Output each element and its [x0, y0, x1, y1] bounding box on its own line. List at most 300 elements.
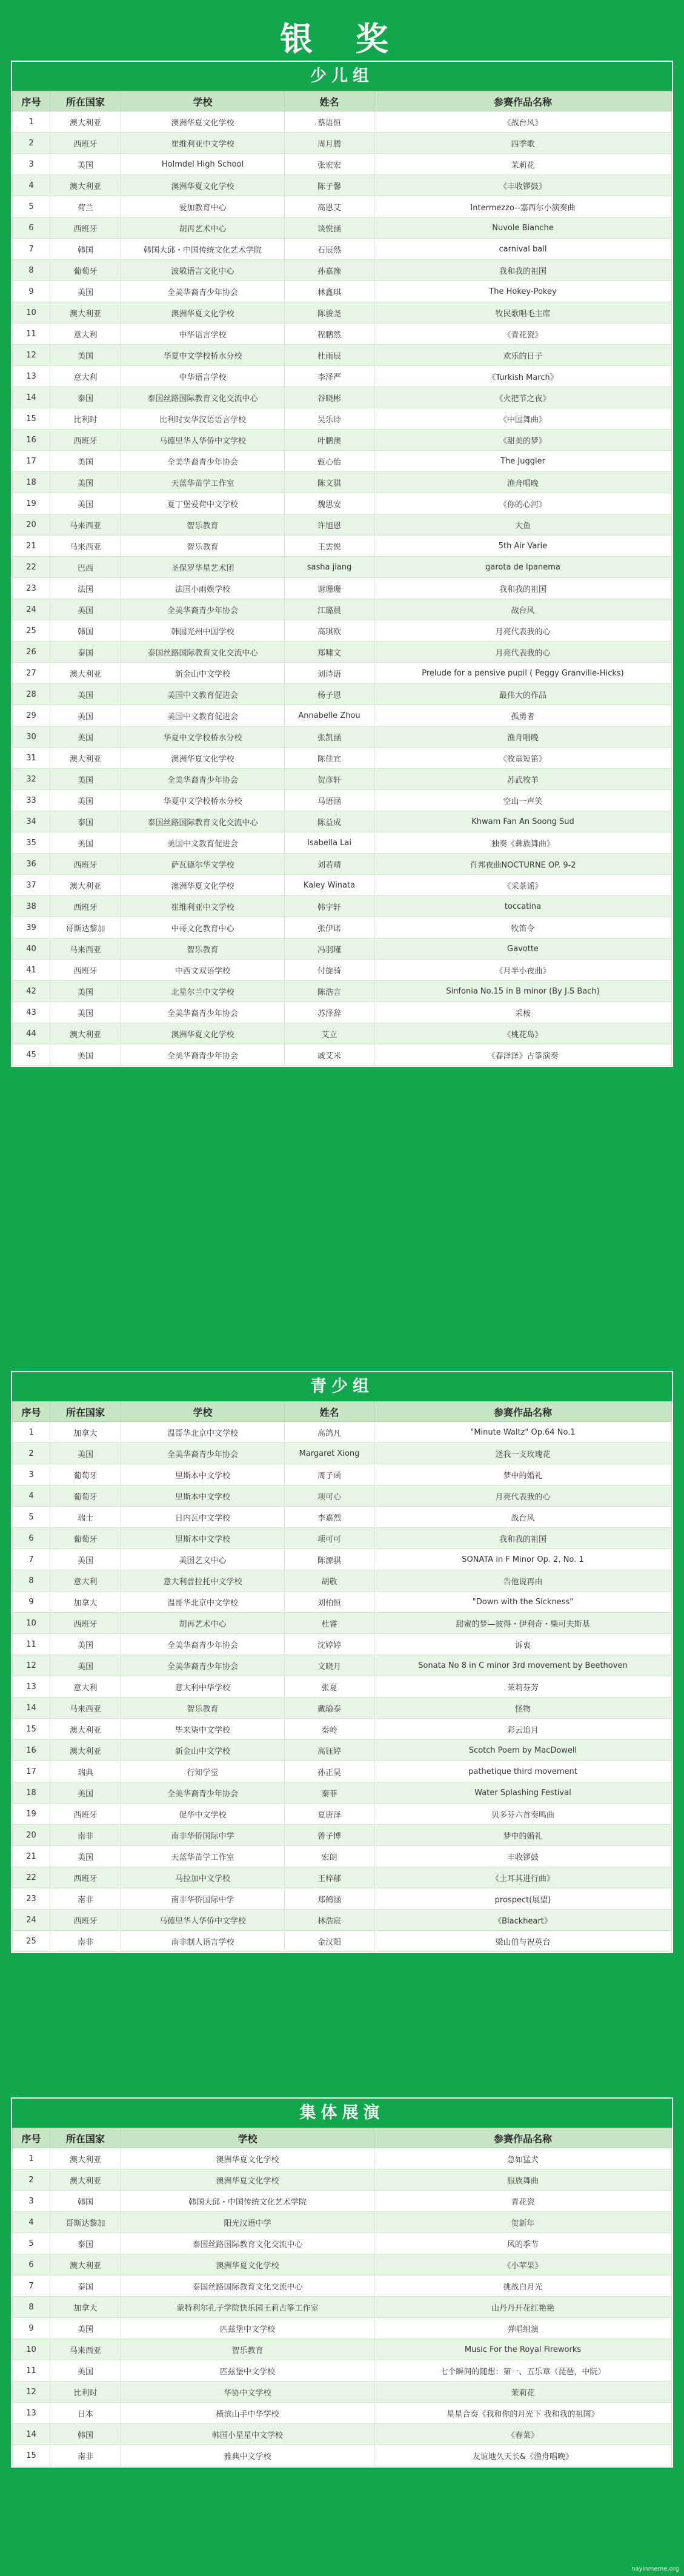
table-row: [13, 748, 672, 769]
table-row: [13, 1846, 672, 1867]
cell-country: 葡萄牙: [50, 260, 121, 281]
cell-index: 17: [13, 1761, 50, 1782]
cell-name: 秦菲: [285, 1782, 374, 1804]
cell-name: 冯羽瑾: [285, 938, 374, 960]
cell-country: 日本: [50, 2403, 121, 2424]
section-youth: [11, 1371, 673, 1953]
cell-index: 4: [13, 175, 50, 196]
table-row: [13, 684, 672, 705]
cell-work: 友谊地久天长&《渔舟唱晚》: [374, 2445, 672, 2466]
table-row: [13, 1549, 672, 1570]
cell-index: 24: [13, 1910, 50, 1931]
cell-school: 法国小雨娱学校: [121, 578, 285, 599]
table-row: [13, 960, 672, 981]
cell-work: 弹唱组演: [374, 2318, 672, 2339]
cell-country: 韩国: [50, 239, 121, 260]
cell-name: 沈婷婷: [285, 1634, 374, 1655]
cell-name: 谢珊珊: [285, 578, 374, 599]
cell-work: 《春菜》: [374, 2424, 672, 2445]
table-row: [13, 196, 672, 217]
cell-country: 意大利: [50, 1570, 121, 1592]
cell-work: 《牧童短笛》: [374, 748, 672, 769]
cell-index: 34: [13, 811, 50, 832]
cell-index: 12: [13, 345, 50, 366]
cell-index: 1: [13, 2148, 50, 2169]
cell-country: 澳大利亚: [50, 663, 121, 684]
table-body: [13, 2148, 672, 2466]
cell-work: 彩云追月: [374, 1719, 672, 1740]
cell-index: 32: [13, 769, 50, 790]
table-row: [13, 769, 672, 790]
cell-country: 韩国: [50, 2191, 121, 2212]
cell-work: 我和我的祖国: [374, 578, 672, 599]
cell-name: 林浩宸: [285, 1910, 374, 1931]
cell-name: 魏思安: [285, 493, 374, 514]
table-row: [13, 2445, 672, 2466]
cell-country: 泰国: [50, 811, 121, 832]
table-row: [13, 111, 672, 133]
cell-name: 陈源骐: [285, 1549, 374, 1570]
cell-school: 全美华裔青少年协会: [121, 451, 285, 472]
cell-school: 蒙特利尔孔子学院快乐园王莉古筝工作室: [121, 2297, 374, 2318]
table-row: [13, 599, 672, 620]
cell-work: Sonata No 8 in C minor 3rd movement by Beethoven: [374, 1655, 672, 1676]
cell-country: 意大利: [50, 366, 121, 387]
cell-work: 牧民歌唱毛主席: [374, 302, 672, 324]
cell-index: 19: [13, 1804, 50, 1825]
cell-name: 郑鹤涵: [285, 1888, 374, 1910]
cell-work: 七个瞬间的随想：第一、五乐章（琵琶，中阮）: [374, 2360, 672, 2382]
cell-work: 5th Air Varie: [374, 536, 672, 557]
cell-name: 张凯涵: [285, 726, 374, 748]
cell-school: 崔维利亚中文学校: [121, 133, 285, 154]
cell-work: "Minute Waltz" Op.64 No.1: [374, 1422, 672, 1443]
cell-index: 2: [13, 1443, 50, 1464]
table-row: [13, 1528, 672, 1549]
cell-index: 4: [13, 2212, 50, 2233]
cell-name: 刘柏恒: [285, 1592, 374, 1613]
cell-name: 周月腾: [285, 133, 374, 154]
cell-work: 战台风: [374, 599, 672, 620]
table-row: [13, 1422, 672, 1443]
cell-index: 36: [13, 854, 50, 875]
table-row: [13, 2148, 672, 2169]
cell-index: 6: [13, 1528, 50, 1549]
cell-school: 韩国大邱・中国传统文化艺术学院: [121, 239, 285, 260]
table-row: [13, 536, 672, 557]
cell-school: 韩国小星星中文学校: [121, 2424, 374, 2445]
cell-name: 吴乐诗: [285, 408, 374, 430]
cell-country: 葡萄牙: [50, 1464, 121, 1486]
cell-school: 澳洲华夏文化学校: [121, 2169, 374, 2191]
cell-school: 全美华裔青少年协会: [121, 599, 285, 620]
table-row: [13, 324, 672, 345]
col-header-country: 所在国家: [50, 1402, 121, 1422]
cell-index: 14: [13, 2424, 50, 2445]
cell-name: Margaret Xiong: [285, 1443, 374, 1464]
table-row: [13, 1592, 672, 1613]
table-row: [13, 493, 672, 514]
cell-country: 西班牙: [50, 217, 121, 239]
cell-school: 马德里华人华侨中文学校: [121, 430, 285, 451]
cell-school: 比利时安华汉语语言学校: [121, 408, 285, 430]
cell-work: carnival ball: [374, 239, 672, 260]
cell-name: 秦岭: [285, 1719, 374, 1740]
cell-index: 6: [13, 217, 50, 239]
awards-table: [12, 91, 672, 1066]
cell-country: 西班牙: [50, 430, 121, 451]
cell-index: 15: [13, 2445, 50, 2466]
cell-index: 7: [13, 239, 50, 260]
table-row: [13, 557, 672, 578]
table-row: [13, 2339, 672, 2360]
cell-work: Intermezzo--塞西尔小演奏曲: [374, 196, 672, 217]
cell-country: 南非: [50, 1888, 121, 1910]
cell-school: 全美华裔青少年协会: [121, 281, 285, 302]
cell-index: 14: [13, 387, 50, 408]
cell-country: 比利时: [50, 408, 121, 430]
cell-index: 44: [13, 1023, 50, 1044]
cell-index: 26: [13, 642, 50, 663]
cell-name: 孙正昊: [285, 1761, 374, 1782]
cell-country: 泰国: [50, 2233, 121, 2254]
cell-work: 肖邦夜曲NOCTURNE OP. 9-2: [374, 854, 672, 875]
cell-work: 茉莉花: [374, 2382, 672, 2403]
cell-school: Holmdel High School: [121, 154, 285, 175]
cell-work: 《中国舞曲》: [374, 408, 672, 430]
cell-work: 怪物: [374, 1698, 672, 1719]
cell-index: 16: [13, 430, 50, 451]
cell-country: 泰国: [50, 387, 121, 408]
cell-index: 35: [13, 832, 50, 854]
cell-school: 南非华侨国际中学: [121, 1825, 285, 1846]
table-row: [13, 1634, 672, 1655]
cell-school: 温哥华北京中文学校: [121, 1422, 285, 1443]
cell-school: 泰国丝路国际教育文化交流中心: [121, 2276, 374, 2297]
cell-school: 爱加教育中心: [121, 196, 285, 217]
cell-name: 宏朗: [285, 1846, 374, 1867]
table-row: [13, 430, 672, 451]
col-header-work: 参赛作品名称: [374, 2128, 672, 2148]
cell-school: 天蓝华苗学工作室: [121, 1846, 285, 1867]
cell-work: 月亮代表我的心: [374, 1486, 672, 1507]
cell-country: 美国: [50, 1846, 121, 1867]
cell-work: Khwam Fan An Soong Sud: [374, 811, 672, 832]
cell-country: 美国: [50, 832, 121, 854]
cell-index: 6: [13, 2254, 50, 2276]
cell-index: 5: [13, 1507, 50, 1528]
cell-name: 李泽严: [285, 366, 374, 387]
cell-country: 葡萄牙: [50, 1528, 121, 1549]
cell-country: 巴西: [50, 557, 121, 578]
cell-work: 《桃花岛》: [374, 1023, 672, 1044]
cell-name: 江璐晨: [285, 599, 374, 620]
cell-school: 萨瓦德尔华文学校: [121, 854, 285, 875]
cell-school: 智乐教育: [121, 2339, 374, 2360]
cell-country: 西班牙: [50, 896, 121, 917]
cell-index: 18: [13, 1782, 50, 1804]
cell-work: 告他说再由: [374, 1570, 672, 1592]
cell-country: 法国: [50, 578, 121, 599]
cell-work: The Hokey-Pokey: [374, 281, 672, 302]
cell-country: 美国: [50, 1655, 121, 1676]
cell-index: 30: [13, 726, 50, 748]
cell-index: 4: [13, 1486, 50, 1507]
cell-school: 马拉加中文学校: [121, 1867, 285, 1888]
cell-work: 采桉: [374, 1002, 672, 1023]
cell-country: 美国: [50, 1044, 121, 1066]
cell-work: pathetique third movement: [374, 1761, 672, 1782]
cell-index: 7: [13, 1549, 50, 1570]
table-row: [13, 133, 672, 154]
cell-school: 智乐教育: [121, 536, 285, 557]
cell-work: 急如猛犬: [374, 2148, 672, 2169]
table-row: [13, 642, 672, 663]
cell-index: 39: [13, 917, 50, 938]
cell-work: 战台风: [374, 1507, 672, 1528]
cell-index: 2: [13, 2169, 50, 2191]
table-row: [13, 154, 672, 175]
cell-country: 美国: [50, 1549, 121, 1570]
cell-country: 加拿大: [50, 2297, 121, 2318]
table-row: [13, 2276, 672, 2297]
cell-work: garota de Ipanema: [374, 557, 672, 578]
cell-work: 星星合奏《我和你的月光下 我和我的祖国》: [374, 2403, 672, 2424]
cell-work: 我和我的祖国: [374, 260, 672, 281]
col-header-country: 所在国家: [50, 2128, 121, 2148]
cell-name: 许旭恩: [285, 514, 374, 536]
cell-name: 杨子恩: [285, 684, 374, 705]
cell-name: 金汉阳: [285, 1931, 374, 1952]
cell-country: 澳大利亚: [50, 1740, 121, 1761]
cell-index: 24: [13, 599, 50, 620]
table-row: [13, 2254, 672, 2276]
cell-school: 南非制人语言学校: [121, 1931, 285, 1952]
cell-work: 月亮代表我的心: [374, 620, 672, 642]
cell-country: 美国: [50, 981, 121, 1002]
table-row: [13, 387, 672, 408]
cell-name: 陈骏尧: [285, 302, 374, 324]
cell-school: 意大利普拉托中文学校: [121, 1570, 285, 1592]
cell-work: 贺新年: [374, 2212, 672, 2233]
table-body: [13, 111, 672, 1066]
cell-country: 澳大利亚: [50, 2169, 121, 2191]
cell-work: 梁山伯与祝英台: [374, 1931, 672, 1952]
cell-country: 哥斯达黎加: [50, 2212, 121, 2233]
table-row: [13, 408, 672, 430]
cell-country: 西班牙: [50, 854, 121, 875]
cell-name: 项可可: [285, 1528, 374, 1549]
cell-country: 美国: [50, 1443, 121, 1464]
table-row: [13, 2212, 672, 2233]
cell-country: 美国: [50, 705, 121, 726]
cell-index: 23: [13, 1888, 50, 1910]
cell-country: 韩国: [50, 2424, 121, 2445]
cell-index: 5: [13, 196, 50, 217]
cell-country: 马来西亚: [50, 938, 121, 960]
cell-country: 美国: [50, 769, 121, 790]
table-row: [13, 981, 672, 1002]
cell-name: 项可心: [285, 1486, 374, 1507]
cell-name: 陈佳宜: [285, 748, 374, 769]
cell-name: 程鹏然: [285, 324, 374, 345]
cell-school: 波敬语言文化中心: [121, 260, 285, 281]
cell-school: 华夏中文学校桥水分校: [121, 790, 285, 811]
cell-work: 《Blackheart》: [374, 1910, 672, 1931]
col-header-school: 学校: [121, 2128, 374, 2148]
table-row: [13, 790, 672, 811]
cell-school: 智乐教育: [121, 938, 285, 960]
cell-index: 8: [13, 2297, 50, 2318]
awards-table: [12, 1401, 672, 1952]
cell-work: 《战台风》: [374, 111, 672, 133]
cell-country: 瑞典: [50, 1761, 121, 1782]
cell-work: 《Turkish March》: [374, 366, 672, 387]
cell-index: 5: [13, 2233, 50, 2254]
cell-work: Nuvole Bianche: [374, 217, 672, 239]
cell-index: 1: [13, 1422, 50, 1443]
cell-work: 风的季节: [374, 2233, 672, 2254]
table-row: [13, 1570, 672, 1592]
cell-index: 33: [13, 790, 50, 811]
cell-school: 北星尔兰中文学校: [121, 981, 285, 1002]
cell-name: 戴瑜泰: [285, 1698, 374, 1719]
cell-name: 高钰婷: [285, 1740, 374, 1761]
cell-country: 韩国: [50, 620, 121, 642]
cell-work: Sinfonia No.15 in B minor (By J.S Bach): [374, 981, 672, 1002]
cell-index: 27: [13, 663, 50, 684]
cell-index: 25: [13, 620, 50, 642]
cell-index: 11: [13, 324, 50, 345]
cell-index: 43: [13, 1002, 50, 1023]
cell-index: 8: [13, 260, 50, 281]
cell-name: 王雲悦: [285, 536, 374, 557]
table-row: [13, 1613, 672, 1634]
cell-name: 文晓月: [285, 1655, 374, 1676]
cell-school: 美国中文教育促进会: [121, 684, 285, 705]
cell-work: toccatina: [374, 896, 672, 917]
cell-country: 南非: [50, 1825, 121, 1846]
cell-country: 意大利: [50, 1676, 121, 1698]
cell-name: 甄心怡: [285, 451, 374, 472]
cell-work: 我和我的祖国: [374, 1528, 672, 1549]
table-row: [13, 811, 672, 832]
cell-name: 杜睿: [285, 1613, 374, 1634]
cell-name: 戚艾米: [285, 1044, 374, 1066]
cell-country: 澳大利亚: [50, 111, 121, 133]
table-row: [13, 1782, 672, 1804]
cell-work: 空山一声笑: [374, 790, 672, 811]
cell-index: 13: [13, 366, 50, 387]
cell-work: 《小苹果》: [374, 2254, 672, 2276]
cell-name: 王梓郁: [285, 1867, 374, 1888]
cell-school: 马德里华人华侨中文学校: [121, 1910, 285, 1931]
cell-name: 陈文骐: [285, 472, 374, 493]
cell-work: 《丰收锣鼓》: [374, 175, 672, 196]
cell-country: 美国: [50, 1782, 121, 1804]
cell-school: 全美华裔青少年协会: [121, 1782, 285, 1804]
cell-work: 渔舟唱晚: [374, 472, 672, 493]
col-header-school: 学校: [121, 1402, 285, 1422]
cell-school: 全美华裔青少年协会: [121, 1443, 285, 1464]
table-row: [13, 663, 672, 684]
cell-name: 刘诗语: [285, 663, 374, 684]
cell-name: 高恩艾: [285, 196, 374, 217]
cell-country: 加拿大: [50, 1422, 121, 1443]
cell-country: 西班牙: [50, 133, 121, 154]
cell-index: 19: [13, 493, 50, 514]
cell-name: 陈浩言: [285, 981, 374, 1002]
cell-school: 中华语言学校: [121, 366, 285, 387]
cell-school: 华夏中文学校桥水分校: [121, 726, 285, 748]
cell-school: 阳光汉语中学: [121, 2212, 374, 2233]
cell-index: 3: [13, 2191, 50, 2212]
cell-work: 挑战白月光: [374, 2276, 672, 2297]
cell-school: 澳洲华夏文化学校: [121, 111, 285, 133]
cell-country: 美国: [50, 1002, 121, 1023]
cell-school: 华夏中文学校桥水分校: [121, 345, 285, 366]
cell-index: 1: [13, 111, 50, 133]
cell-work: 《土耳其进行曲》: [374, 1867, 672, 1888]
cell-name: 胡敬: [285, 1570, 374, 1592]
watermark: nayinmeme.org: [631, 2566, 679, 2572]
cell-work: 丰收锣鼓: [374, 1846, 672, 1867]
section-title: 少儿组: [12, 62, 672, 91]
table-row: [13, 281, 672, 302]
table-row: [13, 578, 672, 599]
cell-country: 澳大利亚: [50, 748, 121, 769]
cell-school: 崔维利亚中文学校: [121, 896, 285, 917]
cell-index: 11: [13, 2360, 50, 2382]
cell-country: 美国: [50, 493, 121, 514]
cell-index: 3: [13, 1464, 50, 1486]
cell-country: 西班牙: [50, 960, 121, 981]
cell-country: 美国: [50, 726, 121, 748]
cell-name: 韩宇轩: [285, 896, 374, 917]
cell-name: 付旋骑: [285, 960, 374, 981]
cell-school: 中哥文化教育中心: [121, 917, 285, 938]
cell-work: 《青花瓷》: [374, 324, 672, 345]
cell-school: 泰国丝路国际教育文化交流中心: [121, 811, 285, 832]
cell-country: 比利时: [50, 2382, 121, 2403]
cell-index: 15: [13, 1719, 50, 1740]
table-row: [13, 1931, 672, 1952]
cell-country: 西班牙: [50, 1910, 121, 1931]
cell-country: 南非: [50, 1931, 121, 1952]
cell-index: 16: [13, 1740, 50, 1761]
cell-school: 智乐教育: [121, 1698, 285, 1719]
table-row: [13, 1804, 672, 1825]
table-row: [13, 472, 672, 493]
cell-country: 美国: [50, 154, 121, 175]
cell-work: 青花瓷: [374, 2191, 672, 2212]
cell-school: 全美华裔青少年协会: [121, 769, 285, 790]
table-row: [13, 938, 672, 960]
cell-work: 孤勇者: [374, 705, 672, 726]
cell-country: 美国: [50, 1634, 121, 1655]
cell-school: 韩国光州中国学校: [121, 620, 285, 642]
cell-country: 加拿大: [50, 1592, 121, 1613]
table-row: [13, 726, 672, 748]
cell-country: 西班牙: [50, 1867, 121, 1888]
col-header-school: 学校: [121, 91, 285, 111]
table-row: [13, 1910, 672, 1931]
col-header-name: 姓名: [285, 91, 374, 111]
cell-country: 西班牙: [50, 1613, 121, 1634]
table-row: [13, 1507, 672, 1528]
cell-country: 美国: [50, 2318, 121, 2339]
cell-work: 欢乐的日子: [374, 345, 672, 366]
